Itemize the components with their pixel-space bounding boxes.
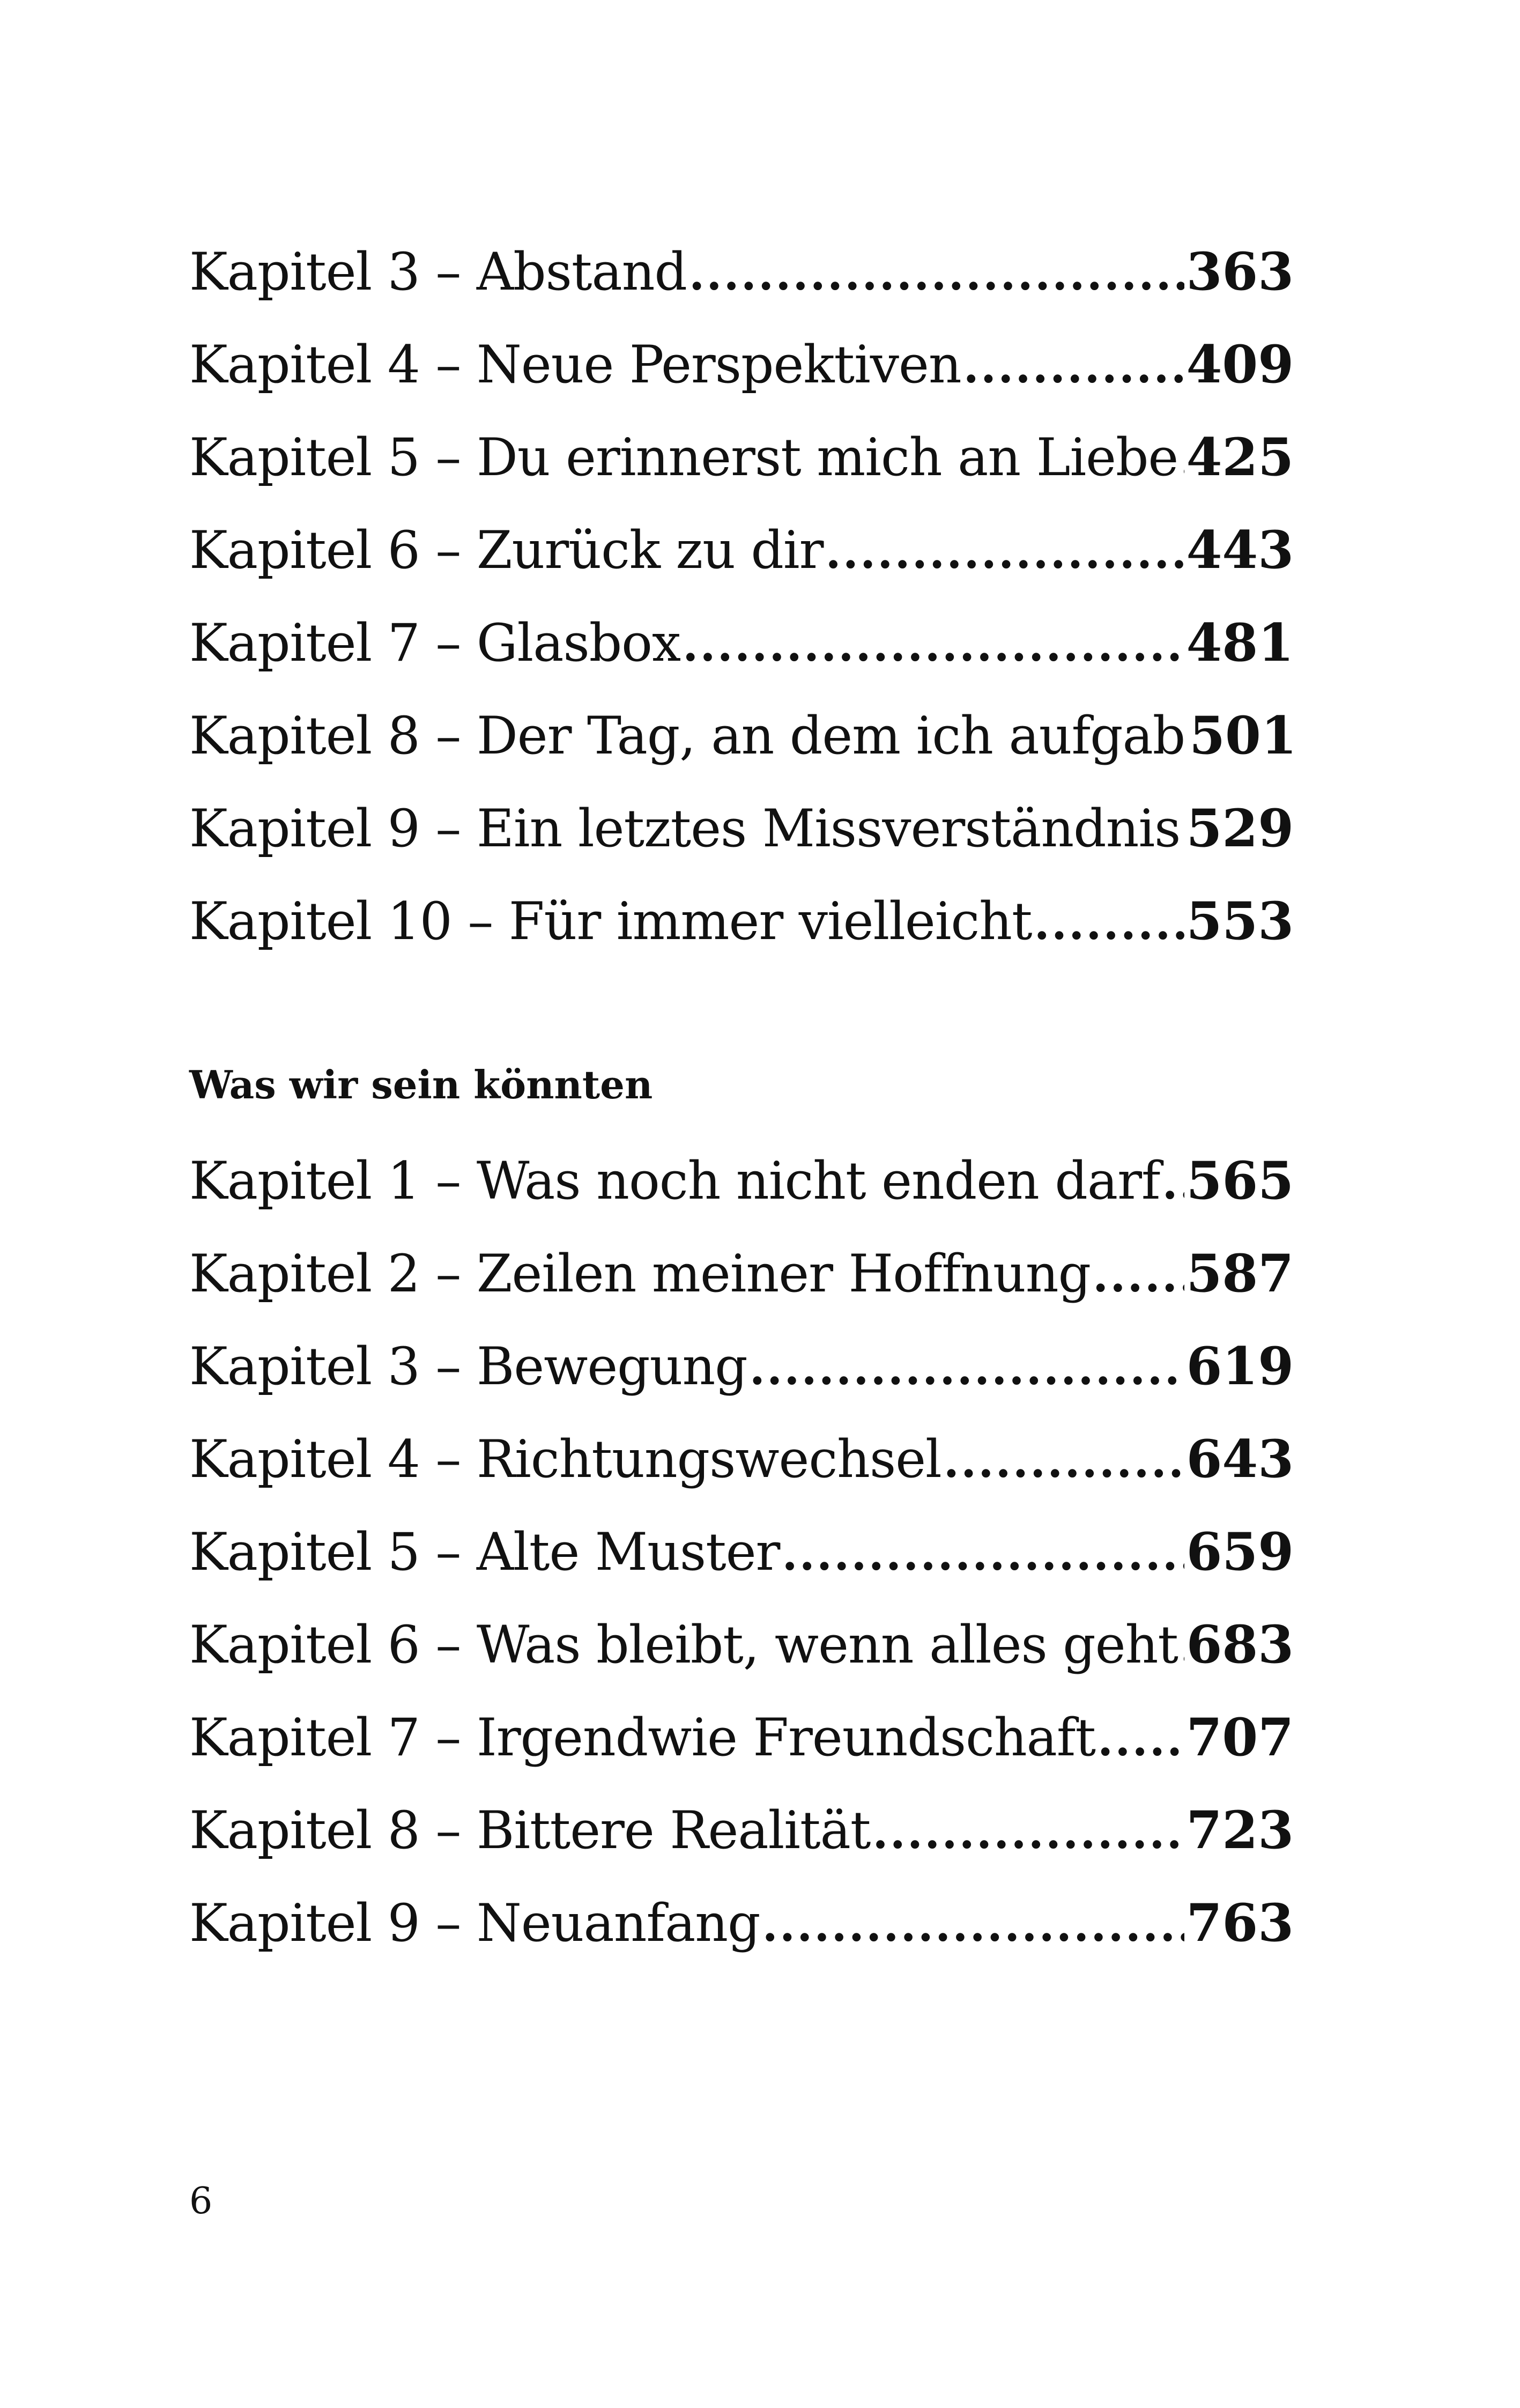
toc-leader-dots	[683, 599, 1184, 691]
toc-entry	[189, 875, 1294, 967]
toc-leader-dots	[826, 506, 1184, 599]
page-number: 6	[189, 2180, 213, 2222]
toc-entry-title: Kapitel 9 – Ein letztes Missverständnis	[189, 799, 1181, 859]
toc-entry-page: 643	[1186, 1429, 1294, 1489]
toc-entry-title: Kapitel 5 – Du erinnerst mich an Liebe	[189, 427, 1178, 487]
toc-entry-title: Kapitel 3 – Abstand	[189, 242, 687, 302]
toc-entry	[189, 1598, 1294, 1691]
toc-leader-dots	[1180, 413, 1184, 506]
toc-entry-page: 565	[1186, 1150, 1294, 1211]
toc-entry-title: Kapitel 9 – Neuanfang	[189, 1893, 760, 1953]
toc-entry	[189, 1784, 1294, 1877]
toc-leader-dots	[1162, 1136, 1184, 1229]
toc-entry-page: 587	[1186, 1243, 1294, 1304]
toc-entry-title: Kapitel 6 – Was bleibt, wenn alles geht	[189, 1615, 1178, 1675]
toc-entry-title: Kapitel 4 – Richtungswechsel	[189, 1429, 941, 1489]
toc-entry-title: Kapitel 4 – Neue Perspektiven	[189, 335, 961, 395]
toc-entry	[189, 1320, 1294, 1413]
toc-entry	[189, 1413, 1294, 1505]
toc-leader-dots	[1182, 784, 1184, 877]
toc-entry-page: 619	[1186, 1336, 1294, 1397]
toc-leader-dots	[1093, 1229, 1184, 1322]
toc-entry-title: Kapitel 2 – Zeilen meiner Hoffnung	[189, 1244, 1091, 1304]
toc-leader-dots	[1034, 877, 1184, 970]
toc-entry-page: 553	[1186, 891, 1294, 951]
toc-entry-page: 707	[1186, 1707, 1294, 1768]
toc-leader-dots	[762, 1879, 1184, 1971]
toc-leader-dots	[750, 1322, 1184, 1415]
toc-entry-page: 443	[1186, 520, 1294, 580]
toc-leader-dots	[1180, 1600, 1184, 1693]
toc-leader-dots	[872, 1786, 1184, 1879]
toc-entry-title: Kapitel 8 – Bittere Realität	[189, 1800, 871, 1860]
toc-entry	[189, 1134, 1294, 1227]
toc-entry	[189, 411, 1294, 504]
toc-entry	[189, 1877, 1294, 1969]
toc-entry-title: Kapitel 7 – Glasbox	[189, 613, 681, 673]
toc-entry-title: Kapitel 8 – Der Tag, an dem ich aufgab	[189, 706, 1185, 766]
toc-entry-title: Kapitel 3 – Bewegung	[189, 1336, 747, 1397]
toc-entry	[189, 596, 1294, 689]
toc-leader-dots	[689, 227, 1184, 320]
toc-entry	[189, 1505, 1294, 1598]
toc-entry-page: 481	[1186, 612, 1294, 673]
toc-entry-page: 763	[1186, 1893, 1294, 1953]
section-heading: Was wir sein könnten	[189, 1062, 653, 1107]
toc-entry-page: 409	[1186, 334, 1294, 395]
toc-entry	[189, 318, 1294, 411]
toc-entry	[189, 225, 1294, 318]
toc-entry-title: Kapitel 7 – Irgendwie Freundschaft	[189, 1708, 1096, 1768]
toc-entry-page: 683	[1186, 1614, 1294, 1675]
toc-leader-dots	[1098, 1693, 1184, 1786]
toc-entry-title: Kapitel 10 – Für immer vielleicht	[189, 891, 1032, 951]
toc-entry	[189, 782, 1294, 875]
toc-leader-dots	[782, 1508, 1184, 1600]
toc-entry	[189, 504, 1294, 596]
toc-entry-page: 659	[1186, 1521, 1294, 1582]
toc-entry-page: 363	[1186, 241, 1294, 302]
toc-leader-dots	[963, 320, 1184, 413]
toc-entry-title: Kapitel 1 – Was noch nicht enden darf	[189, 1151, 1160, 1211]
toc-entry-page: 529	[1186, 798, 1294, 859]
toc-entry-page: 425	[1186, 427, 1294, 487]
toc-entry-title: Kapitel 6 – Zurück zu dir	[189, 520, 824, 580]
toc-entry	[189, 1691, 1294, 1784]
toc-entry-title: Kapitel 5 – Alte Muster	[189, 1522, 780, 1582]
toc-entry-page: 501	[1189, 705, 1297, 766]
toc-entry	[189, 1227, 1294, 1320]
toc-entry-page: 723	[1186, 1800, 1294, 1860]
toc-entry	[189, 689, 1297, 782]
toc-list-part-2	[189, 1134, 1294, 1969]
toc-leader-dots	[944, 1415, 1184, 1508]
toc-list-part-1	[189, 225, 1297, 967]
